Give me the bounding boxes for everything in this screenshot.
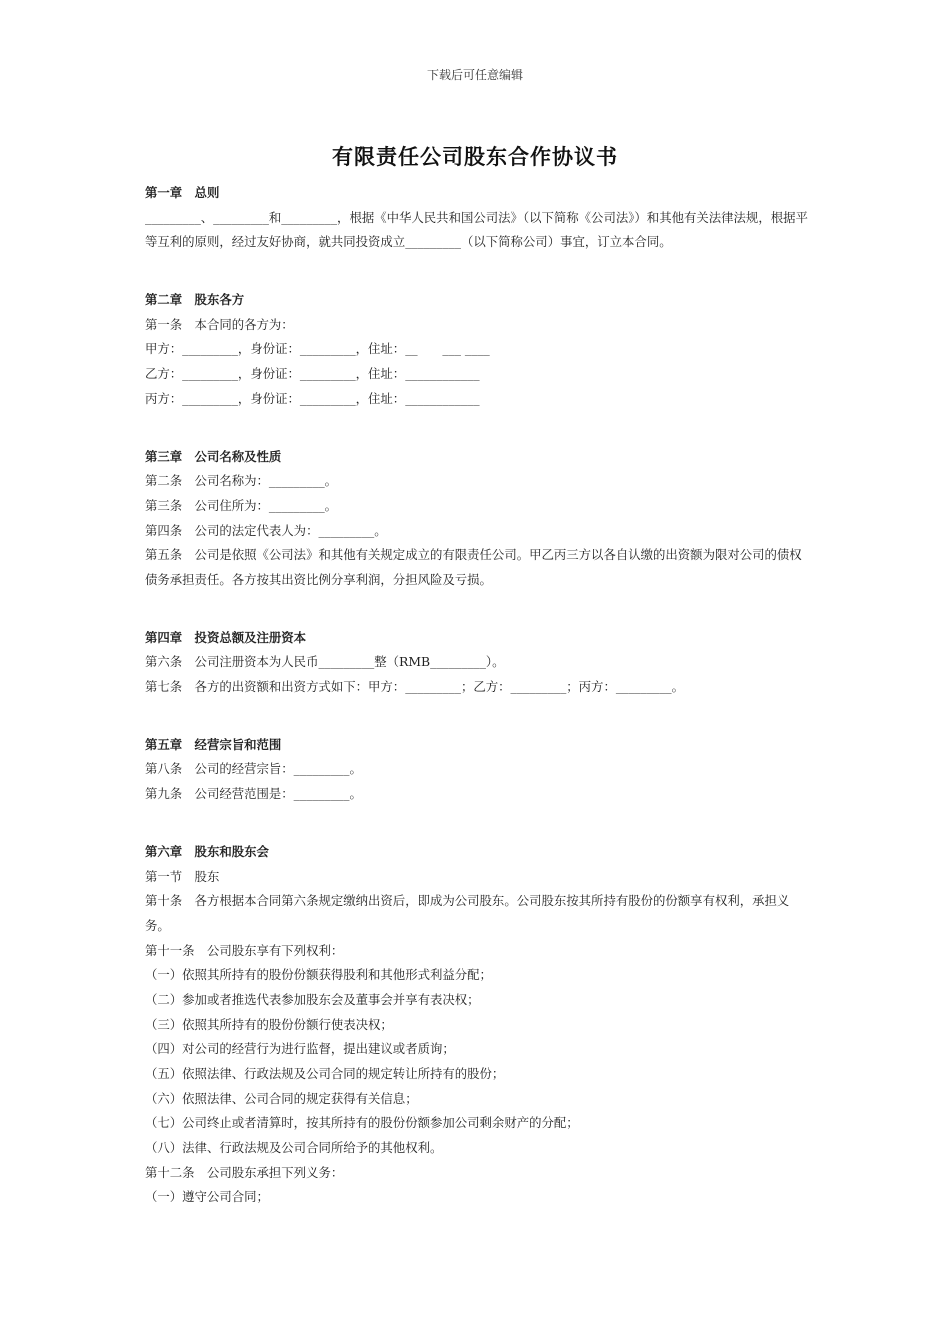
right-item: （八）法律、行政法规及公司合同所给予的其他权利。 [145,1140,443,1156]
article-1: 第一条 本合同的各方为： [145,316,294,332]
chapter-2-heading: 第二章 股东各方 [145,292,245,308]
article-10: 第十条 各方根据本合同第六条规定缴纳出资后，即成为公司股东。公司股东按其所持有股份的份额享有权利，承担义务。 [145,893,790,933]
section-1-heading: 第一节 股东 [145,868,220,884]
spacer [145,255,813,288]
spacer [145,700,813,733]
document-title: 有限责任公司股东合作协议书 [332,144,618,169]
article-3: 第三条 公司住所为：_________。 [145,497,338,513]
party-b-line: 乙方：_________，身份证：_________，住址：____________ [145,366,480,382]
article-4: 第四条 公司的法定代表人为：_________。 [145,522,387,538]
chapter-3-heading: 第三章 公司名称及性质 [145,448,282,464]
article-6: 第六条 公司注册资本为人民币_________整（RMB_________）。 [145,654,505,670]
spacer [145,412,813,445]
party-a-line: 甲方：_________，身份证：_________，住址：__ ___ ____ [145,341,490,357]
chapter-1-heading: 第一章 总则 [145,185,220,200]
article-2: 第二条 公司名称为：_________。 [145,473,338,489]
article-7: 第七条 各方的出资额和出资方式如下：甲方：_________；乙方：_________；丙方：_________。 [145,679,684,695]
document-body [145,181,813,1210]
spacer [145,593,813,626]
right-item: （六）依照法律、公司合同的规定获得有关信息； [145,1090,418,1106]
article-12: 第十二条 公司股东承担下列义务： [145,1164,344,1180]
duty-item: （一）遵守公司合同； [145,1189,269,1205]
right-item: （一）依照其所持有的股份份额获得股利和其他形式利益分配； [145,967,492,983]
chapter-4-heading: 第四章 投资总额及注册资本 [145,629,307,645]
article-11: 第十一条 公司股东享有下列权利： [145,942,344,958]
right-item: （四）对公司的经营行为进行监督，提出建议或者质询； [145,1041,455,1057]
article-8: 第八条 公司的经营宗旨：_________。 [145,761,362,777]
right-item: （二）参加或者推选代表参加股东会及董事会并享有表决权； [145,991,480,1007]
article-5: 第五条 公司是依照《公司法》和其他有关规定成立的有限责任公司。甲乙丙三方以各自认缴的出资额为限对公司的债权债务承担责任。各方按其出资比例分享利润，分担风险及亏损。 [145,547,802,587]
party-c-line: 丙方：_________，身份证：_________，住址：____________ [145,390,480,406]
article-9: 第九条 公司经营范围是：_________。 [145,786,362,802]
right-item: （七）公司终止或者清算时，按其所持有的股份份额参加公司剩余财产的分配； [145,1115,579,1131]
right-item: （三）依照其所持有的股份份额行使表决权； [145,1016,393,1032]
page-header-note: 下载后可任意编辑 [426,68,523,82]
chapter-5-heading: 第五章 经营宗旨和范围 [145,736,282,752]
chapter-1-paragraph: _________、_________和_________，根据《中华人民共和国公司法》（以下简称《公司法》）和其他有关法律法规，根据平等互利的原则，经过友好协商，就共同投资成立_________（以下简称公司）事宜，订立本合同。 [145,209,808,250]
chapter-6-heading: 第六章 股东和股东会 [145,843,269,859]
right-item: （五）依照法律、行政法规及公司合同的规定转让所持有的股份； [145,1066,505,1082]
spacer [145,807,813,840]
